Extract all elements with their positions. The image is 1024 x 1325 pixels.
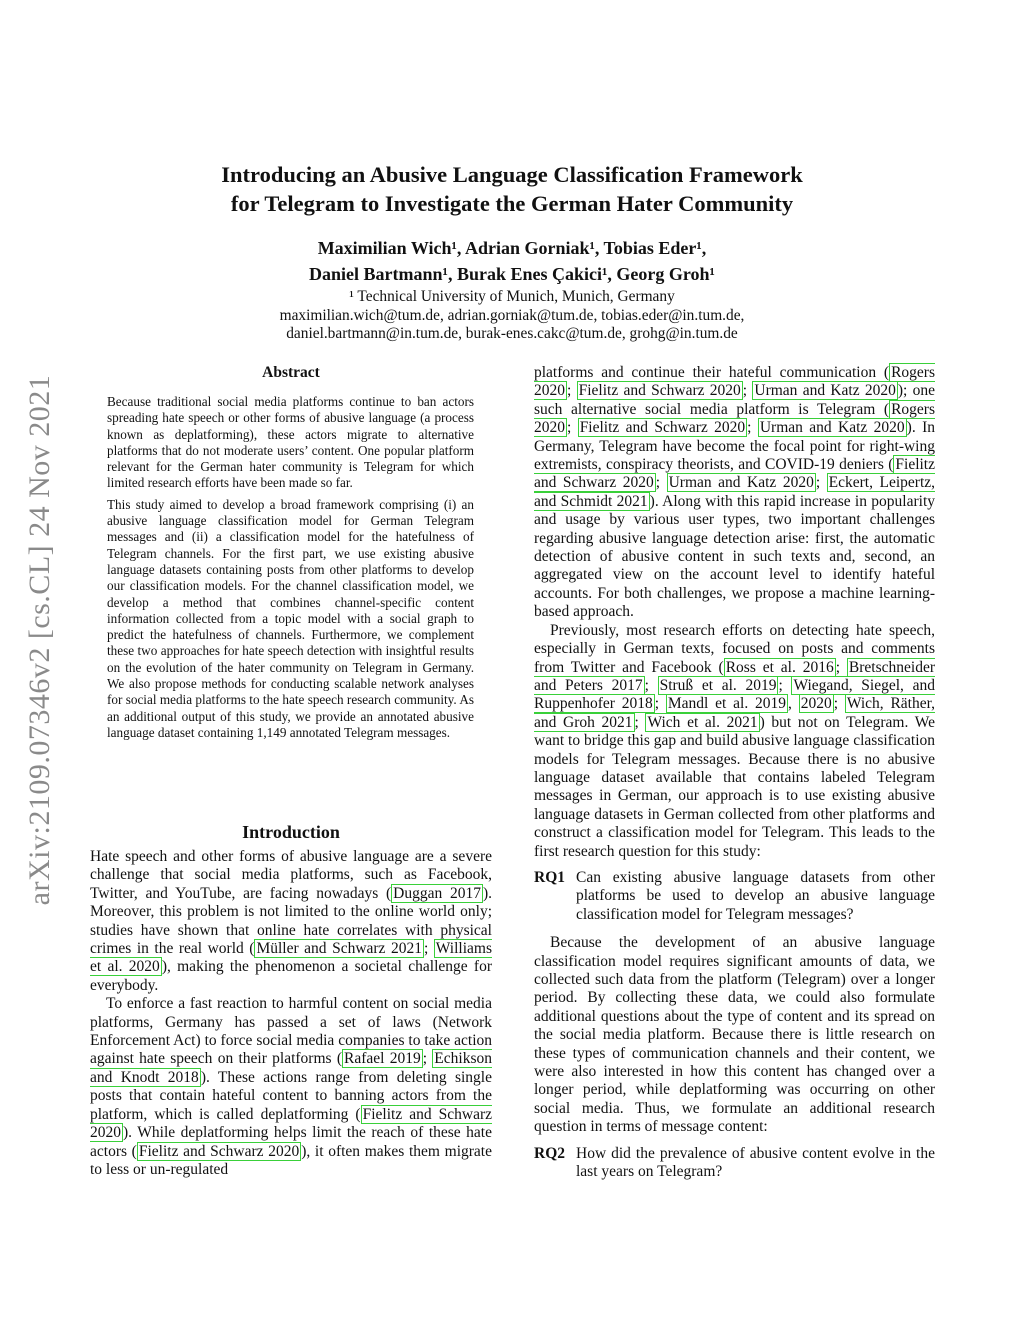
citation-link[interactable]: Eckert, Leipertz, and Schmidt 2021 (534, 474, 936, 510)
emails-line-1: maximilian.wich@tum.de, adrian.gorniak@tum.de, tobias.eder@in.tum.de, (279, 306, 745, 324)
right-paragraph-2: Previously, most research efforts on detecting hate speech, especially in German texts, focused on posts and comments from Twitter and Facebook ( Ross et al. 2016 ; Bretschneider and Peters 2017 ; Struß et al. 2019 ; Wiegand, Siegel, and Ruppenhofer 2018 ; Mandl et al. 2019 , 2020 ; Wich, Räther, and Groh 2021 ; Wich et al. 2021 ) but not on Telegram. We want to bridge this gap and build abusive language classification models for Telegram messages. Because there is no abusive language dataset available that contains labeled Telegram messages in German, our approach is to use existing abusive language datasets in German collected from other platforms and construct a classification model for Telegram. This leads to the first research question for this study: (534, 621, 936, 860)
paper-title (150, 160, 874, 218)
citation-link[interactable]: Mandl et al. 2019 (667, 695, 787, 713)
abstract-heading: Abstract (262, 364, 320, 381)
citation-link[interactable]: Echikson and Knodt 2018 (90, 1050, 492, 1086)
right-paragraph-3: Because the development of an abusive language classification model requires significant amounts of data, we collected such data from the platform (Telegram) over a longer period. By collecting these data, we could also formulate additional questions about the type of content and its spread on the social media platform. Because there is little research on these types of communication channels and their content, we were also interested in how this content has changed over a longer period, while deplatforming was occurring on other social media. Thus, we formulate an additional research question in terms of message content: (534, 934, 935, 1136)
left-column-text (90, 848, 492, 1179)
intro-paragraph-2: To enforce a fast reaction to harmful content on social media platforms, Germany has passed a set of laws (Network Enforcement Act) to force social media companies to take action against hate speech on their platforms ( Rafael 2019 ; Echikson and Knodt 2018 ). These actions range from deleting single posts that contain hateful content to banning actors from the platform, which is called deplatforming ( Fielitz and Schwarz 2020 ). While deplatforming helps limit the reach of these hate actors ( Fielitz and Schwarz 2020 ), it often makes them migrate to less or un-regulated (90, 995, 493, 1178)
citation-link[interactable]: Urman and Katz 2020 (668, 474, 814, 492)
citation-link[interactable]: Fielitz and Schwarz 2020 (138, 1142, 300, 1160)
citation-link[interactable]: Rogers 2020 (534, 364, 935, 400)
introduction-heading: Introduction (242, 822, 340, 842)
affiliation: ¹ Technical University of Munich, Munich, Germany (349, 288, 675, 305)
arxiv-stamp-text: arXiv:2109.07346v2 [cs.CL] 24 Nov 2021 (23, 374, 56, 906)
research-question-2 (534, 1145, 935, 1182)
citation-link[interactable]: Fielitz and Schwarz 2020 (90, 1105, 493, 1142)
abstract-paragraph-2: This study aimed to develop a broad framework comprising (i) an abusive language classification model for German Telegram messages and (ii) a classification model for the hatefulness of Telegram channels. For the first part, we use existing abusive language datasets containing posts from other platforms to develop our classification models. For the channel classification model, we develop a method that combines channel-specific content information collected from a topic model with a social graph to predict the hatefulness of channels. Furthermore, we complement these two approaches for hate speech detection with insightful results on the evolution of the hater community on Telegram in Germany. We also propose methods for conducting scalable network analyses for social media platforms to the hate speech research community. As an additional output of this study, we provide an annotated abusive language dataset containing 1,149 annotated Telegram messages. (107, 496, 474, 740)
authors-line-2: Daniel Bartmann¹, Burak Enes Çakici¹, Georg Groh¹ (309, 264, 715, 284)
citation-link[interactable]: Fielitz and Schwarz 2020 (534, 456, 935, 492)
title-line-1: Introducing an Abusive Language Classification Framework (221, 162, 803, 187)
citation-link[interactable]: Struß et al. 2019 (659, 676, 777, 694)
citation-link[interactable]: Urman and Katz 2020 (754, 382, 896, 400)
arxiv-stamp (10, 340, 70, 940)
citation-link[interactable]: Urman and Katz 2020 (759, 419, 905, 437)
citation-link[interactable]: Rafael 2019 (344, 1050, 421, 1068)
citation-link[interactable]: Bretschneider and Peters 2017 (534, 658, 935, 694)
citation-link[interactable]: Duggan 2017 (393, 884, 481, 902)
title-line-2: for Telegram to Investigate the German Hater Community (230, 191, 794, 216)
citation-link[interactable]: Rogers 2020 (534, 400, 935, 437)
rq2-text: How did the prevalence of abusive content evolve in the last years on Telegram? (576, 1144, 935, 1181)
citation-link[interactable]: Wich et al. 2021 (647, 713, 758, 731)
emails-line-2: daniel.bartmann@in.tum.de, burak-enes.cakc@tum.de, grohg@in.tum.de (286, 325, 738, 342)
affiliation-block (150, 288, 874, 344)
rq1-text: Can existing abusive language datasets from other platforms be used to develop an abusive language classification model for Telegram messages? (576, 868, 935, 923)
citation-link[interactable]: Williams et al. 2020 (90, 940, 492, 976)
citation-link[interactable]: Fielitz and Schwarz 2020 (578, 382, 741, 400)
author-list (150, 235, 874, 287)
right-column-text (534, 364, 935, 1191)
citation-link[interactable]: Fielitz and Schwarz 2020 (579, 419, 746, 437)
rq2-label: RQ2 (534, 1144, 565, 1162)
right-paragraph-1: platforms and continue their hateful communication ( Rogers 2020 ; Fielitz and Schwarz 2020 ; Urman and Katz 2020 ); one such alternative social media platform is Telegram ( Rogers 2020 ; Fielitz and Schwarz 2020 ; Urman and Katz 2020 ). In Germany, Telegram have become the focal point for right-wing extremists, conspiracy theorists, and COVID-19 deniers ( Fielitz and Schwarz 2020 ; Urman and Katz 2020 ; Eckert, Leipertz, and Schmidt 2021 ). Along with this rapid increase in popularity and usage by various user types, two important challenges regarding abusive language detection arise: first, the automatic detection of abusive content in such texts and, second, an aggregated view on the account level to identify hateful accounts. For both challenges, we propose a machine learning-based approach. (534, 364, 936, 621)
intro-paragraph-1: Hate speech and other forms of abusive language are a severe challenge that social media platforms, such as Facebook, Twitter, and YouTube, are facing nowadays ( Duggan 2017 ). Moreover, this problem is not limited to the online world only; studies have shown that online hate correlates with physical crimes in the real world ( Müller and Schwarz 2021 ; Williams et al. 2020 ), making the phenomenon a societal challenge for everybody. (90, 848, 492, 994)
abstract-paragraph-1: Because traditional social media platforms continue to ban actors spreading hate speech or other forms of abusive language (a process known as deplatforming), these actors migrate to alternative platforms that do not moderate users’ content. One popular platform relevant for the German hater community is Telegram for which limited research efforts have been made so far. (107, 394, 474, 491)
citation-link[interactable]: Müller and Schwarz 2021 (256, 940, 422, 958)
citation-link[interactable]: Wiegand, Siegel, and Ruppenhofer 2018 (534, 676, 935, 713)
rq1-label: RQ1 (534, 868, 565, 886)
abstract-body (107, 394, 474, 746)
citation-link[interactable]: 2020 (800, 695, 832, 713)
citation-link[interactable]: Wich, Räther, and Groh 2021 (534, 695, 936, 731)
authors-line-1: Maximilian Wich¹, Adrian Gorniak¹, Tobias Eder¹, (317, 238, 707, 258)
research-question-1 (534, 869, 935, 924)
citation-link[interactable]: Ross et al. 2016 (725, 658, 834, 676)
